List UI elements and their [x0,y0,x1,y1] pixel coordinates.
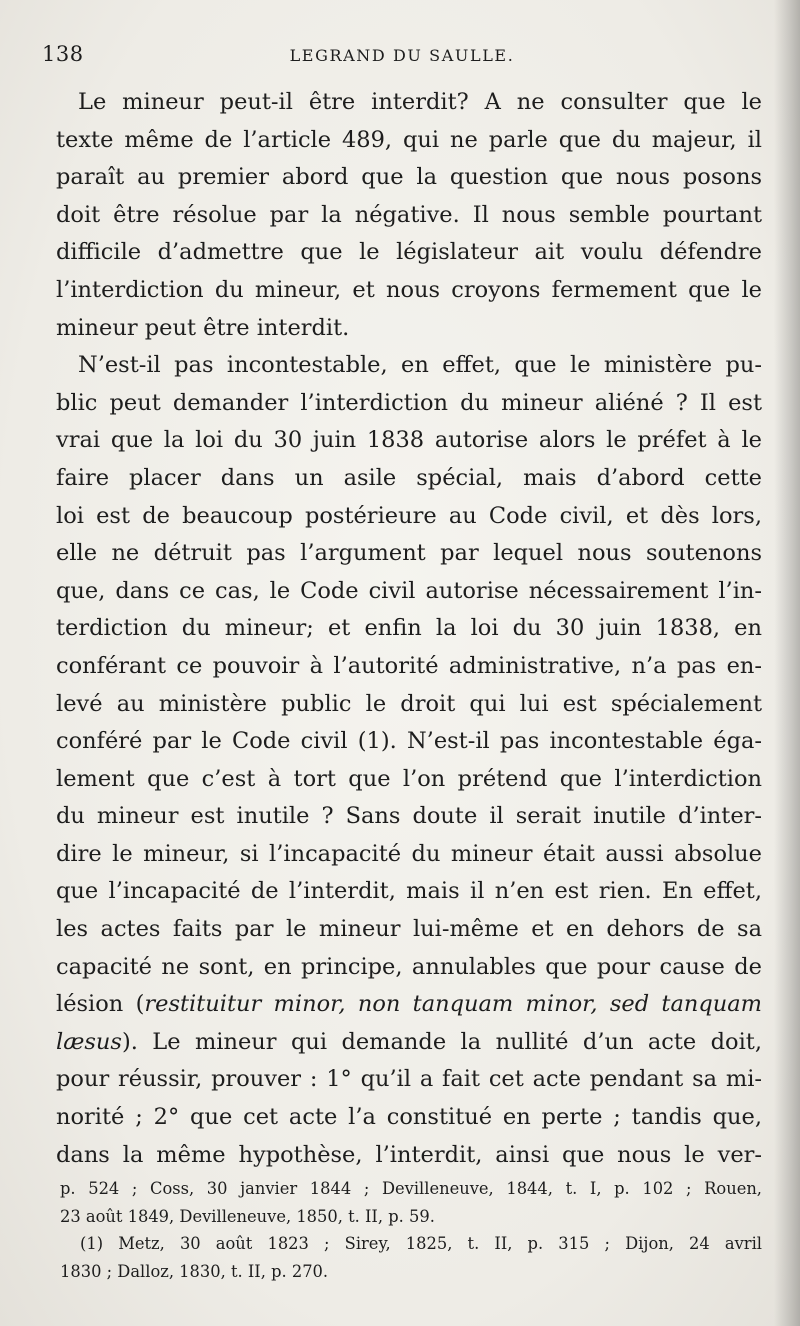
text-line: l’interdiction du mineur, et nous croyons fermement que le [56,276,762,303]
text-line: texte même de l’article 489, qui ne parle que du majeur, il [56,126,762,153]
text-run: lésion ( [56,991,145,1018]
text-line: Le mineur peut-il être interdit? A ne consulter que le [78,89,762,115]
text-line: loi est de beaucoup postérieure au Code civil, et dès lors, [56,502,762,529]
text-line: difficile d’admettre que le législateur ait voulu défendre [56,239,762,266]
text-line: pour réussir, prouver : 1° qu’il a fait cet acte pendant sa mi- [56,1066,762,1093]
text-line: conféré par le Code civil (1). N’est-il pas incontestable éga- [56,728,762,755]
main-text [56,84,762,1174]
text-line: que, dans ce cas, le Code civil autorise nécessairement l’in- [56,577,762,604]
latin-maxim-italic-end: læsus [56,1028,122,1055]
running-head: LEGRAND DU SAULLE. [289,46,515,65]
text-line: N’est-il pas incontestable, en effet, que le ministère pu- [78,352,762,379]
text-line-latin-maxim-end [56,1024,762,1062]
latin-maxim-italic: restituitur minor, non tanquam minor, sed tanquam [144,991,762,1018]
text-line: conférant ce pouvoir à l’autorité administrative, n’a pas en- [56,652,762,679]
footnotes [60,1175,762,1285]
text-line: blic peut demander l’interdiction du mineur aliéné ? Il est [56,389,762,416]
text-line: capacité ne sont, en principe, annulables que pour cause de [56,953,762,980]
text-line: lement que c’est à tort que l’on prétend que l’interdiction [56,765,762,792]
text-line: dans la même hypothèse, l’interdit, ainsi que nous le ver- [56,1141,762,1168]
text-line: paraît au premier abord que la question que nous posons [56,164,762,191]
text-line: elle ne détruit pas l’argument par lequel nous soutenons [56,540,762,567]
footnote-line: p. 524 ; Coss, 30 janvier 1844 ; Devilleneuve, 1844, t. I, p. 102 ; Rouen, [60,1179,762,1198]
text-line: du mineur est inutile ? Sans doute il serait inutile d’inter- [56,803,762,830]
text-line-latin-maxim [56,986,762,1024]
footnote-line: (1) Metz, 30 août 1823 ; Sirey, 1825, t. II, p. 315 ; Dijon, 24 avril [80,1234,762,1253]
text-line: que l’incapacité de l’interdit, mais il n’en est rien. En effet, [56,878,762,905]
page-number: 138 [42,42,84,66]
text-line: mineur peut être interdit. [56,314,350,341]
text-line: dire le mineur, si l’incapacité du mineur était aussi absolue [56,840,762,867]
footnote-line: 23 août 1849, Devilleneuve, 1850, t. II, p. 59. [60,1206,435,1226]
text-line: les actes faits par le mineur lui-même et en dehors de sa [56,916,762,943]
page-edge-shadow [774,0,800,1326]
text-line: terdiction du mineur; et enfin la loi du 30 juin 1838, en [56,615,762,642]
text-run: ). Le mineur qui demande la nullité d’un acte doit, [121,1028,762,1055]
footnote-line: 1830 ; Dalloz, 1830, t. II, p. 270. [60,1261,329,1281]
text-line: levé au ministère public le droit qui lui est spécialement [56,690,762,717]
text-line: norité ; 2° que cet acte l’a constitué en perte ; tandis que, [56,1104,762,1131]
text-line: vrai que la loi du 30 juin 1838 autorise alors le préfet à le [56,427,762,454]
page-header [42,42,762,82]
text-line: faire placer dans un asile spécial, mais d’abord cette [56,464,762,491]
text-line: doit être résolue par la négative. Il nous semble pourtant [56,201,762,228]
